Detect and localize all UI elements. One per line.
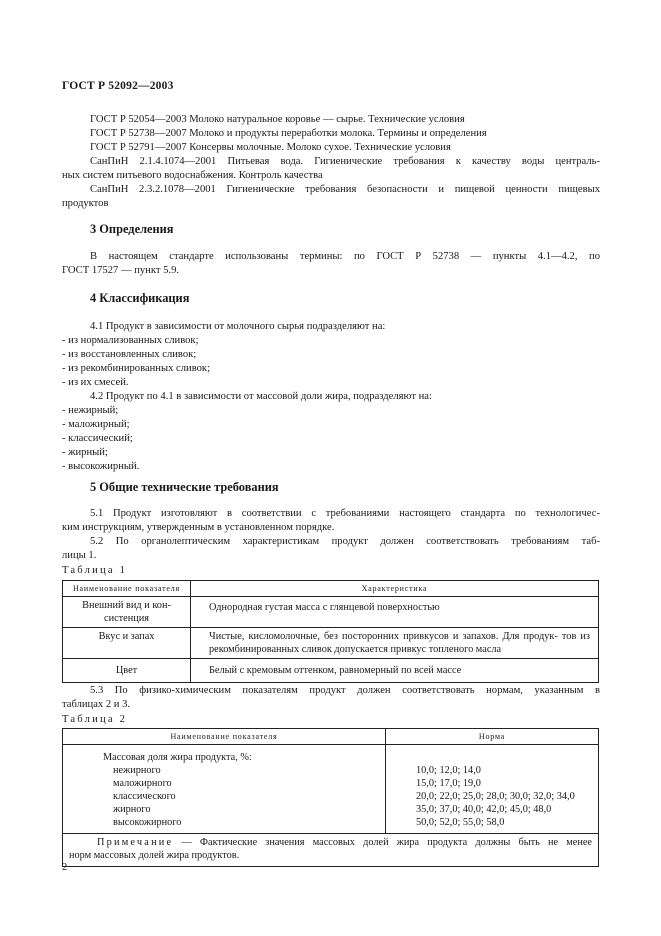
table-header: Норма [386,729,599,745]
table-header: Наименование показателя [63,581,191,597]
reference-item: ГОСТ Р 52738—2007 Молоко и продукты переработки молока. Термины и определения [90,128,487,139]
list-item: - нежирный; [62,405,119,416]
reference-item: ГОСТ Р 52791—2007 Консервы молочные. Молоко сухое. Технические условия [90,142,451,153]
organoleptic-table [62,580,599,683]
table-row: Массовая доля жира продукта, %: нежирного маложирного классического жирного высокожирного 10,0; 12,0; 14,0 15,0; 17,0; 19,0 20,0; 22,0; 25,0; 28,0; 30,0; 32,0; 34,0 35,0; 37,0; 40,0; 42,0; 45,0; 48,0 50,0; 52,0; 55,0; 58,0 [63,745,599,834]
table-header: Характеристика [191,581,599,597]
list-item: - классический; [62,433,133,444]
list-item: - маложирный; [62,419,130,430]
document-header: ГОСТ Р 52092—2003 [62,80,174,92]
list-item: - из их смесей. [62,377,129,388]
list-item: - из восстановленных сливок; [62,349,197,360]
table-note-row: Примечание — Фактические значения массовых долей жира продукта должны быть не менее норм массовых долей жира продуктов. [63,834,599,867]
list-item: - жирный; [62,447,108,458]
list-item: - высокожирный. [62,461,140,472]
reference-item: СанПиН 2.1.4.1074—2001 Питьевая вода. Гигиенические требования к качеству воды централь- ных систем питьевого водоснабжения. Контроль качества [62,156,600,181]
classification-list: 4.1 Продукт в зависимости от молочного сырья подразделяют на: - из нормализованных сливок; - из восстановленных сливок; - из рекомбинированных сливок; - из их смесей. 4.2 Продукт по 4.1 в зависимости от массовой доли жира, подразделяют на: - нежирный; - маложирный; - классический; - жирный; - высокожирный. [62,321,432,472]
list-item: - из рекомбинированных сливок; [62,363,211,374]
list-item: - из нормализованных сливок; [62,335,199,346]
table-row: Цвет Белый с кремовым оттенком, равномерный по всей массе [63,659,599,683]
section-paragraph: 5.1 Продукт изготовляют в соответствии с требованиями настоящего стандарта по технологичес- ким инструкциям, утвержденным в установленном порядке. 5.2 По органолептическим характеристикам продукт должен соответствовать требованиям таб- лицы 1. [62,508,600,561]
section-heading: 4 Классификация [90,291,190,305]
table-caption: Таблица 1 [62,565,128,576]
table-row: Внешний вид и кон- систенция Однородная густая масса с глянцевой поверхностью [63,597,599,628]
section-paragraph: В настоящем стандарте использованы термины: по ГОСТ Р 52738 — пункты 4.1—4.2, по ГОСТ 17527 — пункт 5.9. [62,251,600,276]
reference-item: ГОСТ Р 52054—2003 Молоко натуральное коровье — сырье. Технические условия [90,114,465,125]
page-number: 2 [62,862,68,873]
section-paragraph: 5.3 По физико-химическим показателям продукт должен соответствовать нормам, указанным в таблицах 2 и 3. [62,685,600,710]
table-header: Наименование показателя [63,729,386,745]
table-row: Вкус и запах Чистые, кисломолочные, без посторонних привкусов и запахов. Для продук- тов из рекомбинированных сливок допускается привкус топленого масла [63,628,599,659]
section-heading: 5 Общие технические требования [90,480,279,494]
table-caption: Таблица 2 [62,714,128,725]
section-heading: 3 Определения [90,222,174,236]
fat-content-table [62,728,599,867]
reference-item: СанПиН 2.3.2.1078—2001 Гигиенические требования безопасности и пищевой ценности пищевых продуктов [62,184,600,209]
